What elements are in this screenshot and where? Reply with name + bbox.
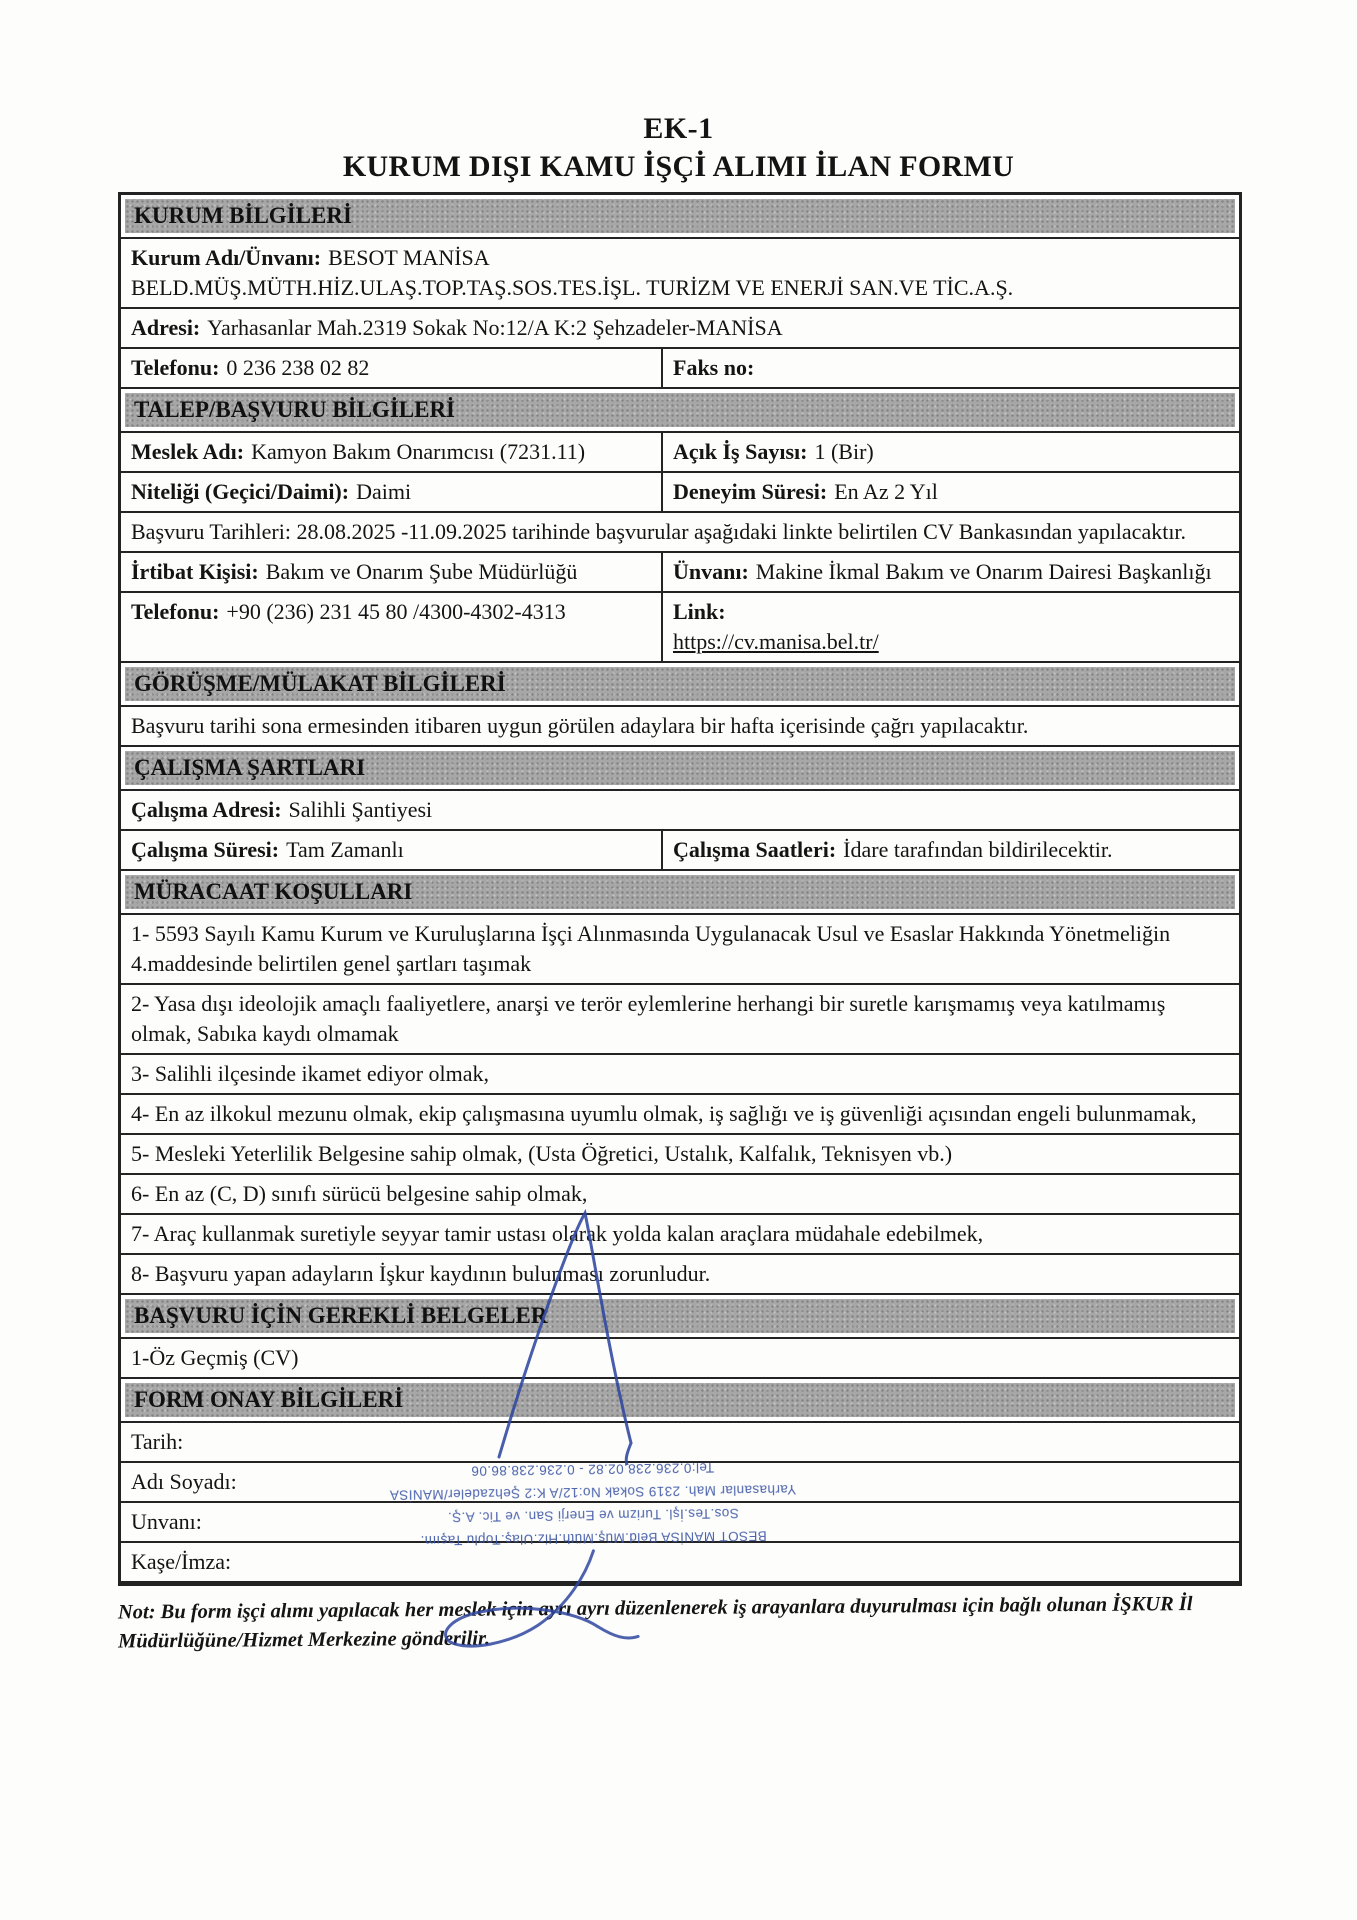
kurum-adi-value-1: BESOT MANİSA — [328, 245, 490, 270]
cell-deneyim — [661, 473, 1239, 511]
row-nitelik-deneyim — [121, 473, 1239, 513]
condition-item-3: 3- Salihli ilçesinde ikamet ediyor olmak, — [121, 1055, 1239, 1095]
condition-item-5: 5- Mesleki Yeterlilik Belgesine sahip olmak, (Usta Öğretici, Ustalık, Kalfalık, Teknisyen vb.) — [121, 1135, 1239, 1175]
adres-value: Yarhasanlar Mah.2319 Sokak No:12/A K:2 Şehzadeler-MANİSA — [207, 315, 783, 340]
cell-unvan — [661, 553, 1239, 591]
section-header-form-onay: FORM ONAY BİLGİLERİ — [125, 1383, 1235, 1417]
row-telefon2-link — [121, 593, 1239, 663]
gorusme-text: Başvuru tarihi sona ermesinden itibaren uygun görülen adaylara bir hafta içerisinde çağrı yapılacaktır. — [131, 713, 1029, 738]
belge-item-cv: 1-Öz Geçmiş (CV) — [121, 1339, 1239, 1379]
row-unvani: Unvanı: — [121, 1503, 1239, 1543]
section-calisma-sartlari — [121, 747, 1239, 791]
row-adi-soyadi: Adı Soyadı: — [121, 1463, 1239, 1503]
irtibat-label: İrtibat Kişisi: — [131, 559, 259, 584]
calisma-adresi-value: Salihli Şantiyesi — [288, 797, 433, 822]
condition-item-2: 2- Yasa dışı ideolojik amaçlı faaliyetlere, anarşi ve terör eylemlerine herhangi bir suretle karışmamış veya katılmamış olmak, Sabıka kaydı olmamak — [121, 985, 1239, 1055]
meslek-label: Meslek Adı: — [131, 439, 245, 464]
cell-faks — [661, 349, 1239, 387]
adres-label: Adresi: — [131, 315, 201, 340]
stamp-line-2: Sos.Tes.İşl. Turizm ve Enerji San. ve Tic. A.Ş. — [447, 1506, 739, 1526]
cell-link — [661, 593, 1239, 661]
section-header-gorusme-mulakat: GÖRÜŞME/MÜLAKAT BİLGİLERİ — [125, 667, 1235, 701]
row-sure-saat — [121, 831, 1239, 871]
cell-irtibat — [121, 553, 661, 591]
section-talep-basvuru — [121, 389, 1239, 433]
calisma-saatleri-label: Çalışma Saatleri: — [673, 837, 837, 862]
row-calisma-adresi — [121, 791, 1239, 831]
stamp-line-4: Tel:0.236.238.02.82 - 0.236.238.86.06 — [470, 1460, 715, 1479]
acik-is-value: 1 (Bir) — [814, 439, 874, 464]
footer-note-text: Bu form işçi alımı yapılacak her meslek için ayrı ayrı düzenlenerek iş arayanlara duyurulması için bağlı olunan İŞKUR İl Müdürlüğüne/Hizmet Merkezine gönderilir. — [118, 1593, 1193, 1653]
condition-item-1: 1- 5593 Sayılı Kamu Kurum ve Kuruluşlarına İşçi Alınmasında Uygulanacak Usul ve Esaslar Hakkında Yönetmeliğin 4.maddesinde belirtilen genel şartları taşımak — [121, 915, 1239, 985]
footer-note-bold: Not: — [117, 1601, 156, 1624]
row-gorusme-text — [121, 707, 1239, 747]
row-kase-imza: Kaşe/İmza: — [121, 1543, 1239, 1583]
cell-telefon — [121, 349, 661, 387]
kurum-adi-label: Kurum Adı/Ünvanı: — [131, 245, 322, 270]
section-header-talep-basvuru: TALEP/BAŞVURU BİLGİLERİ — [125, 393, 1235, 427]
nitelik-label: Niteliği (Geçici/Daimi): — [131, 479, 350, 504]
deneyim-label: Deneyim Süresi: — [673, 479, 828, 504]
row-telefon-faks — [121, 349, 1239, 389]
section-gerekli-belgeler — [121, 1295, 1239, 1339]
form-table — [118, 192, 1242, 1586]
calisma-suresi-label: Çalışma Süresi: — [131, 837, 280, 862]
condition-item-6: 6- En az (C, D) sınıfı sürücü belgesine sahip olmak, — [121, 1175, 1239, 1215]
footer-note — [118, 1589, 1268, 1656]
unvan-label: Ünvanı: — [673, 559, 749, 584]
telefon2-label: Telefonu: — [131, 599, 220, 624]
link-label: Link: — [673, 599, 726, 624]
section-muracaat-kosullari — [121, 871, 1239, 915]
row-kurum-adi — [121, 239, 1239, 309]
meslek-value: Kamyon Bakım Onarımcısı (7231.11) — [251, 439, 586, 464]
acik-is-label: Açık İş Sayısı: — [673, 439, 808, 464]
cell-telefon2 — [121, 593, 661, 661]
section-header-muracaat-kosullari: MÜRACAAT KOŞULLARI — [125, 875, 1235, 909]
condition-item-8: 8- Başvuru yapan adayların İşkur kaydının bulunması zorunludur. — [121, 1255, 1239, 1295]
row-tarih: Tarih: — [121, 1423, 1239, 1463]
section-header-calisma-sartlari: ÇALIŞMA ŞARTLARI — [125, 751, 1235, 785]
stamp-line-1: BESOT MANİSA Beld.Müş.Müth.Hiz.Ulaş.Toplu Taşım. — [420, 1528, 767, 1549]
cell-calisma-suresi — [121, 831, 661, 869]
row-adres — [121, 309, 1239, 349]
condition-item-4: 4- En az ilkokul mezunu olmak, ekip çalışmasına uyumlu olmak, iş sağlığı ve iş güvenliği açısından engeli bulunmamak, — [121, 1095, 1239, 1135]
stamp-line-3: Yarhasanlar Mah. 2319 Sokak No:12/A K:2 Şehzadeler/MANİSA — [389, 1482, 797, 1503]
telefon-label: Telefonu: — [131, 355, 220, 380]
cell-acik-is — [661, 433, 1239, 471]
telefon2-value: +90 (236) 231 45 80 /4300-4302-4313 — [226, 599, 566, 624]
calisma-suresi-value: Tam Zamanlı — [286, 837, 404, 862]
unvan-value: Makine İkmal Bakım ve Onarım Dairesi Başkanlığı — [755, 559, 1212, 584]
cell-meslek — [121, 433, 661, 471]
row-basvuru-tarihleri — [121, 513, 1239, 553]
condition-item-7: 7- Araç kullanmak suretiyle seyyar tamir ustası olarak yolda kalan araçlara müdahale edebilmek, — [121, 1215, 1239, 1255]
row-meslek-acik — [121, 433, 1239, 473]
section-form-onay — [121, 1379, 1239, 1423]
telefon-value: 0 236 238 02 82 — [226, 355, 370, 380]
basvuru-tarihleri-text: Başvuru Tarihleri: 28.08.2025 -11.09.2025 tarihinde başvurular aşağıdaki linkte belirtilen CV Bankasından yapılacaktır. — [131, 519, 1187, 544]
calisma-adresi-label: Çalışma Adresi: — [131, 797, 282, 822]
section-gorusme-mulakat — [121, 663, 1239, 707]
document-titles — [0, 0, 1357, 184]
page-title: KURUM DIŞI KAMU İŞÇİ ALIMI İLAN FORMU — [342, 150, 1015, 183]
link-url: https://cv.manisa.bel.tr/ — [673, 629, 879, 654]
irtibat-value: Bakım ve Onarım Şube Müdürlüğü — [265, 559, 578, 584]
cell-calisma-saatleri — [661, 831, 1239, 869]
nitelik-value: Daimi — [356, 479, 412, 504]
annex-label: EK-1 — [643, 112, 714, 145]
kurum-adi-value-2: BELD.MÜŞ.MÜTH.HİZ.ULAŞ.TOP.TAŞ.SOS.TES.İŞL. TURİZM VE ENERJİ SAN.VE TİC.A.Ş. — [131, 275, 1014, 300]
section-header-kurum-bilgileri: KURUM BİLGİLERİ — [125, 199, 1235, 233]
calisma-saatleri-value: İdare tarafından bildirilecektir. — [843, 837, 1113, 862]
row-irtibat-unvan — [121, 553, 1239, 593]
cell-nitelik — [121, 473, 661, 511]
section-kurum-bilgileri — [121, 195, 1239, 239]
faks-label: Faks no: — [673, 355, 755, 380]
section-header-gerekli-belgeler: BAŞVURU İÇİN GEREKLİ BELGELER — [125, 1299, 1235, 1333]
deneyim-value: En Az 2 Yıl — [834, 479, 938, 504]
